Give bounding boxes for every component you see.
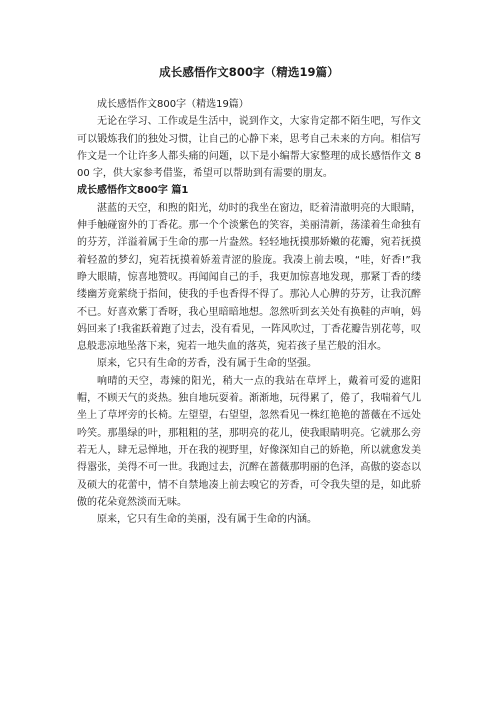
body-paragraph-2: 原来，它只有生命的芳香，没有属于生命的坚强。 — [97, 358, 317, 370]
section-heading: 成长感悟作文800字 篇1 — [77, 185, 189, 197]
document-title: 成长感悟作文800字（精选19篇） — [159, 65, 339, 79]
document-body — [77, 96, 421, 528]
document-page — [77, 0, 421, 528]
body-paragraph-4: 原来，它只有生命的美丽，没有属于生命的内涵。 — [97, 514, 317, 526]
intro-paragraph: 无论在学习、工作或是生活中，说到作文，大家肯定都不陌生吧，写作文可以锻炼我们的独处习惯，让自己的心静下来，思考自己未来的方向。相信写作文是一个让许多人都头痛的问题，以下是小编帮大家整理的成长感悟作文 800 字，供大家参考借鉴，希望可以帮助到有需要的朋友。 — [77, 116, 421, 180]
body-paragraph-3: 响晴的天空，毒辣的阳光，稍大一点的我站在草坪上，戴着可爱的遮阳帽，不顾天气的炎热。独自地玩耍着。渐渐地，玩得累了，倦了，我喘着气儿坐上了草坪旁的长椅。左望望，右望望，忽然看见一株红艳艳的蔷薇在不远处吟笑。那墨绿的叶，那粗粗的茎，那明亮的花儿，使我眼睛明亮。它就那么旁若无人，肆无忌惮地，开在我的视野里，好像深知自己的娇艳，所以就愈发美得嚣张，美得不可一世。我跑过去，沉醉在蔷薇那明丽的色泽，高傲的姿态以及硕大的花蕾中，情不自禁地凑上前去嗅它的芳香，可令我失望的是，如此骄傲的花朵竟然淡而无味。 — [77, 375, 421, 508]
intro-repeat-title: 成长感悟作文800字（精选19篇） — [97, 99, 249, 110]
body-paragraph-1: 湛蓝的天空，和煦的阳光，幼时的我坐在窗边，眨着清澈明亮的大眼睛，伸手触碰窗外的丁香花。那一个个淡紫色的笑容，美丽清新，荡漾着生命独有的芬芳，洋溢着属于生命的那一片盎然。轻轻地抚摸那娇嫩的花瓣，宛若抚摸着轻盈的梦幻，宛若抚摸着娇羞青涩的脸庞。我凑上前去嗅，“哇，好香!”我睁大眼睛，惊喜地赞叹。再闻闻自己的手，我更加惊喜地发现，那紧丁香的缕缕幽芳竟萦绕于指间，使我的手也香得不得了。那沁人心脾的芬芳，让我沉醉不已。好喜欢紫丁香呀，我心里暗暗地想。忽然听到玄关处有换鞋的声响，妈妈回来了!我雀跃着跑了过去，没有看见，一阵风吹过，丁香花瓣告别花萼，叹息般悲凉地坠落下来，宛若一地失血的落英，宛若孩子星芒般的泪水。 — [77, 202, 422, 353]
